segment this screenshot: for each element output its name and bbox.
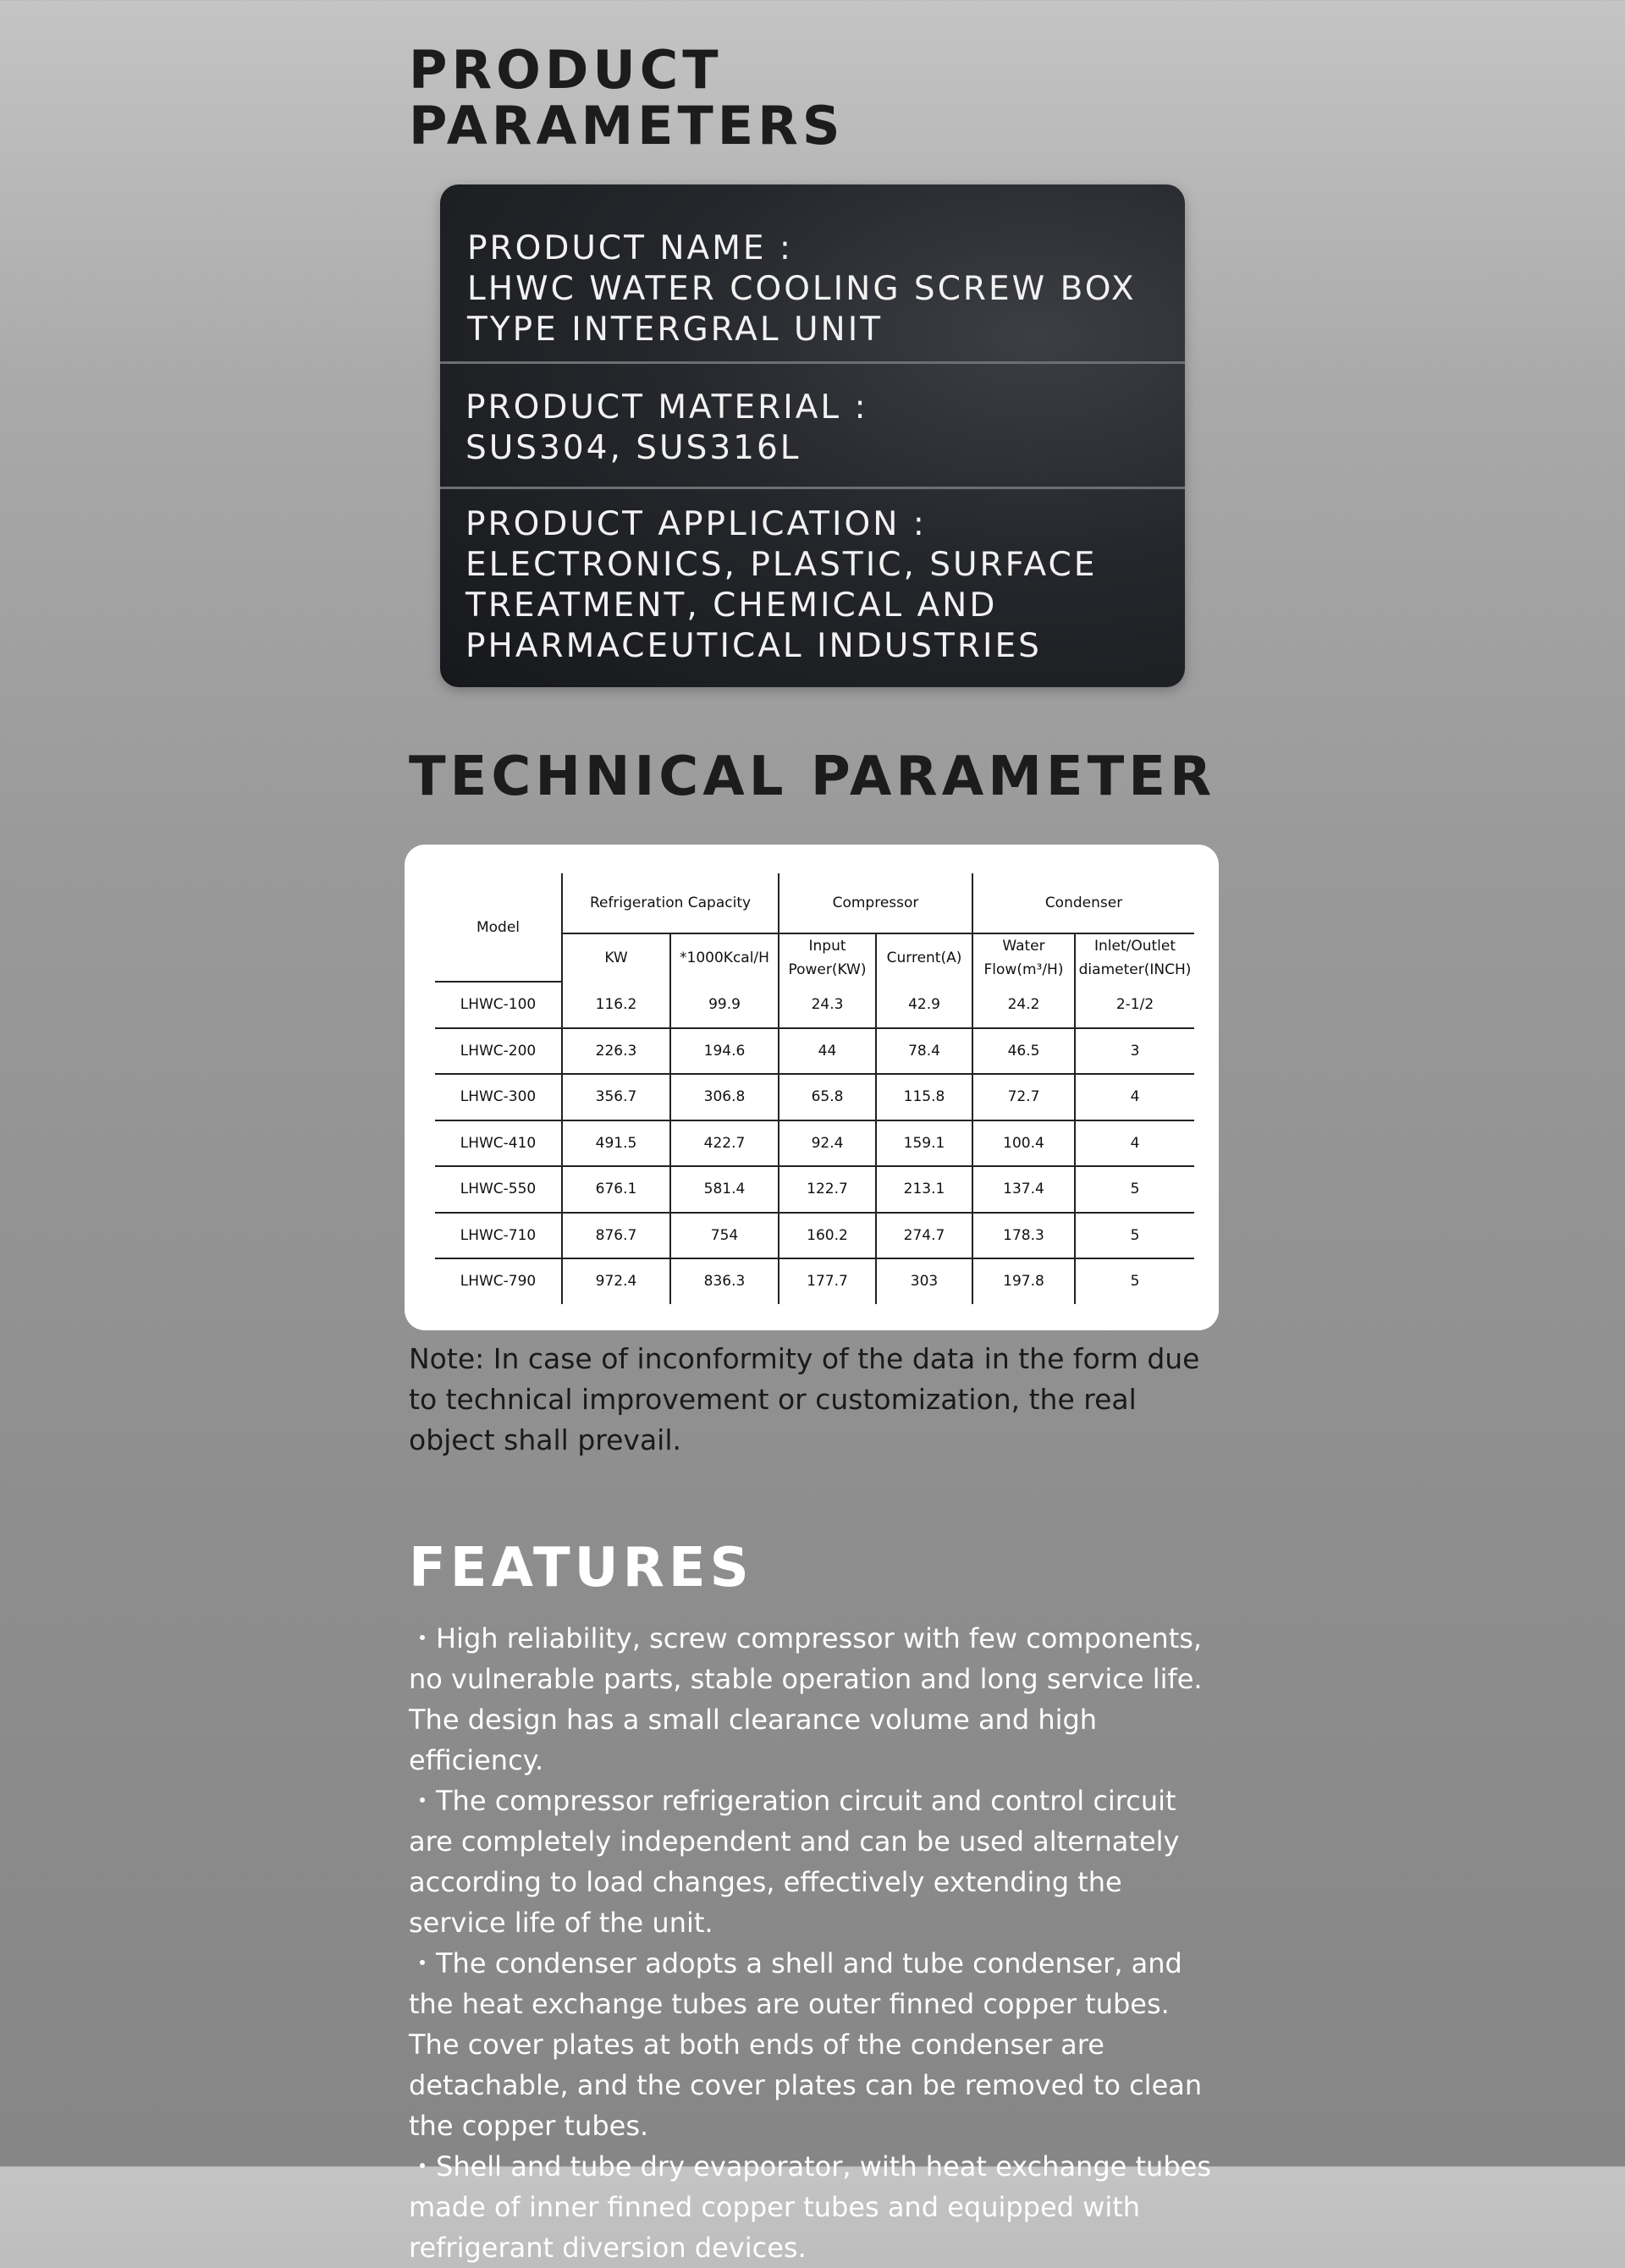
table-cell: LHWC-200 xyxy=(435,1028,562,1075)
product-material-section xyxy=(440,388,1185,469)
table-cell: 72.7 xyxy=(972,1074,1075,1120)
table-cell: LHWC-410 xyxy=(435,1120,562,1167)
table-cell: 116.2 xyxy=(562,982,670,1028)
header-condenser: Condenser xyxy=(972,873,1194,933)
product-name-section xyxy=(440,228,1185,350)
table-cell: 972.4 xyxy=(562,1258,670,1304)
table-cell: 24.2 xyxy=(972,982,1075,1028)
table-cell: 306.8 xyxy=(670,1074,779,1120)
table-cell: 65.8 xyxy=(779,1074,876,1120)
table-cell: 160.2 xyxy=(779,1213,876,1259)
technical-parameter-table xyxy=(435,873,1194,1304)
product-name-value: TYPE INTERGRAL UNIT xyxy=(467,311,884,349)
table-cell: 4 xyxy=(1075,1074,1194,1120)
table-cell: 178.3 xyxy=(972,1213,1075,1259)
table-note: Note: In case of inconformity of the data in the form due to technical improvement or customization, the real object shall prevail. xyxy=(409,1342,1200,1456)
table-cell: 100.4 xyxy=(972,1120,1075,1167)
table-row xyxy=(435,1120,1194,1167)
table-cell: 46.5 xyxy=(972,1028,1075,1075)
table-cell: 836.3 xyxy=(670,1258,779,1304)
product-material-label: PRODUCT MATERIAL : xyxy=(465,388,868,427)
header-current: Current(A) xyxy=(876,933,972,982)
product-application-value: ELECTRONICS, PLASTIC, SURFACE xyxy=(465,546,1098,584)
header-inlet-outlet: Inlet/Outlet diameter(INCH) xyxy=(1075,933,1194,982)
table-cell: 194.6 xyxy=(670,1028,779,1075)
technical-parameter-heading: TECHNICAL PARAMETER xyxy=(409,746,1216,808)
feature-item: ・The compressor refrigeration circuit and control circuit are completely independent and can be used alternately according to load changes, effectively extending the service life of the unit. xyxy=(409,1785,1180,1939)
product-parameters-heading xyxy=(409,39,1001,157)
table-cell: 5 xyxy=(1075,1166,1194,1213)
table-cell: 92.4 xyxy=(779,1120,876,1167)
table-cell: 99.9 xyxy=(670,982,779,1028)
product-name-value: LHWC WATER COOLING SCREW BOX xyxy=(467,270,1137,308)
table-cell: 115.8 xyxy=(876,1074,972,1120)
table-row xyxy=(435,982,1194,1028)
table-cell: 274.7 xyxy=(876,1213,972,1259)
table-cell: 5 xyxy=(1075,1213,1194,1259)
feature-item: ・High reliability, screw compressor with few components, no vulnerable parts, stable operation and long service life. The design has a small clearance volume and high efficiency. xyxy=(409,1622,1203,1776)
table-cell: 159.1 xyxy=(876,1120,972,1167)
product-application-value: TREATMENT, CHEMICAL AND xyxy=(465,586,998,625)
header-kw: KW xyxy=(562,933,670,982)
header-kcal: *1000Kcal/H xyxy=(670,933,779,982)
section-divider xyxy=(440,361,1185,364)
feature-item: ・The condenser adopts a shell and tube condenser, and the heat exchange tubes are outer finned copper tubes. The cover plates at both ends of the condenser are detachable, and the cover plates can be removed to clean the copper tubes. xyxy=(409,1947,1203,2142)
table-cell: 44 xyxy=(779,1028,876,1075)
table-row xyxy=(435,1258,1194,1304)
header-water-flow: Water Flow(m³/H) xyxy=(972,933,1075,982)
table-cell: 177.7 xyxy=(779,1258,876,1304)
heading-line: PARAMETERS xyxy=(409,95,845,157)
table-cell: 197.8 xyxy=(972,1258,1075,1304)
table-cell: LHWC-790 xyxy=(435,1258,562,1304)
table-cell: 356.7 xyxy=(562,1074,670,1120)
table-cell: LHWC-710 xyxy=(435,1213,562,1259)
table-cell: 213.1 xyxy=(876,1166,972,1213)
table-row xyxy=(435,1166,1194,1213)
table-cell: 42.9 xyxy=(876,982,972,1028)
table-cell: 3 xyxy=(1075,1028,1194,1075)
header-input-power: Input Power(KW) xyxy=(779,933,876,982)
heading-line: PRODUCT xyxy=(409,39,723,101)
table-cell: 676.1 xyxy=(562,1166,670,1213)
header-model: Model xyxy=(435,873,562,982)
feature-item: ・Shell and tube dry evaporator, with heat exchange tubes made of inner finned copper tubes and equipped with refrigerant diversion devices. xyxy=(409,2150,1212,2264)
product-application-label: PRODUCT APPLICATION : xyxy=(465,505,927,543)
section-divider xyxy=(440,487,1185,489)
table-cell: 24.3 xyxy=(779,982,876,1028)
table-cell: 122.7 xyxy=(779,1166,876,1213)
features-list xyxy=(409,1618,1221,2268)
table-row xyxy=(435,1213,1194,1259)
product-info-card xyxy=(440,184,1185,687)
table-cell: 581.4 xyxy=(670,1166,779,1213)
table-cell: 2-1/2 xyxy=(1075,982,1194,1028)
table-cell: 226.3 xyxy=(562,1028,670,1075)
table-cell: 4 xyxy=(1075,1120,1194,1167)
table-cell: LHWC-300 xyxy=(435,1074,562,1120)
table-cell: 303 xyxy=(876,1258,972,1304)
table-cell: LHWC-100 xyxy=(435,982,562,1028)
table-cell: 491.5 xyxy=(562,1120,670,1167)
header-compressor: Compressor xyxy=(779,873,972,933)
table-cell: LHWC-550 xyxy=(435,1166,562,1213)
technical-table-card xyxy=(405,845,1219,1330)
table-cell: 78.4 xyxy=(876,1028,972,1075)
product-name-label: PRODUCT NAME : xyxy=(467,229,794,267)
features-heading: FEATURES xyxy=(409,1537,753,1599)
table-cell: 876.7 xyxy=(562,1213,670,1259)
table-cell: 754 xyxy=(670,1213,779,1259)
table-cell: 422.7 xyxy=(670,1120,779,1167)
product-application-value: PHARMACEUTICAL INDUSTRIES xyxy=(465,627,1042,665)
table-row xyxy=(435,1074,1194,1120)
header-refrigeration-capacity: Refrigeration Capacity xyxy=(562,873,779,933)
table-cell: 5 xyxy=(1075,1258,1194,1304)
table-cell: 137.4 xyxy=(972,1166,1075,1213)
table-row xyxy=(435,1028,1194,1075)
product-material-value: SUS304, SUS316L xyxy=(465,429,801,467)
product-application-section xyxy=(440,504,1185,667)
